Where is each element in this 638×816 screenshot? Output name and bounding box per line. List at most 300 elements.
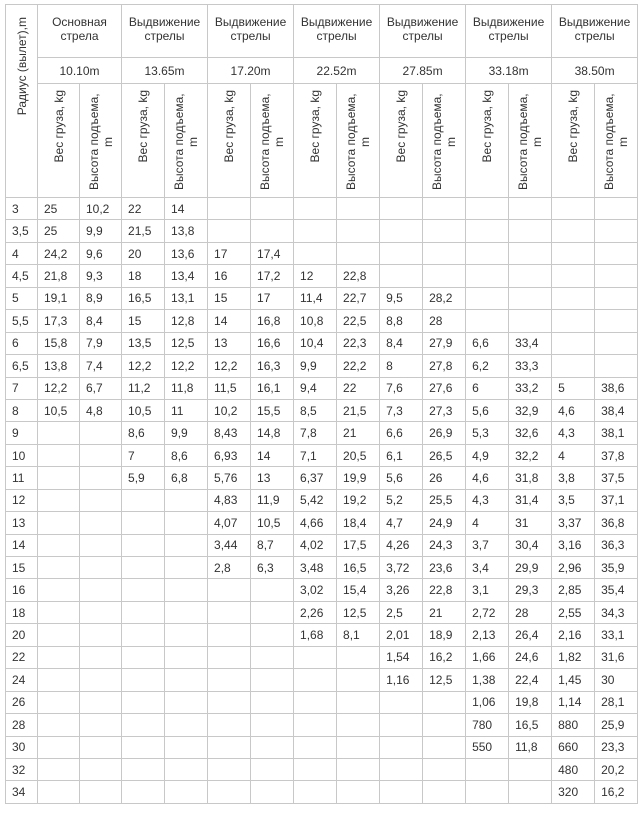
height-cell: 31,8 <box>509 467 552 489</box>
height-cell <box>423 736 466 758</box>
height-column-header <box>423 84 466 198</box>
height-cell: 32,9 <box>509 399 552 421</box>
weight-cell <box>38 646 80 668</box>
weight-cell: 6,2 <box>466 355 509 377</box>
weight-cell: 11,4 <box>294 287 337 309</box>
height-cell <box>423 714 466 736</box>
height-cell: 28 <box>509 601 552 623</box>
table-row <box>6 489 638 511</box>
height-cell: 20,5 <box>337 444 380 466</box>
height-cell: 22,5 <box>337 310 380 332</box>
weight-cell: 11,5 <box>208 377 251 399</box>
radius-cell: 4 <box>6 242 38 264</box>
table-row <box>6 287 638 309</box>
height-cell <box>251 220 294 242</box>
height-cell <box>423 220 466 242</box>
weight-cell <box>552 220 595 242</box>
weight-column-header <box>122 84 165 198</box>
height-cell: 33,2 <box>509 377 552 399</box>
height-cell: 24,3 <box>423 534 466 556</box>
height-column-header <box>251 84 294 198</box>
height-cell: 28,1 <box>595 691 638 713</box>
weight-cell: 12,2 <box>122 355 165 377</box>
weight-cell: 6 <box>466 377 509 399</box>
weight-cell: 7,8 <box>294 422 337 444</box>
height-column-label: Высота подъема, m <box>430 93 459 191</box>
radius-cell: 5,5 <box>6 310 38 332</box>
weight-cell <box>380 714 423 736</box>
weight-cell: 780 <box>466 714 509 736</box>
weight-column-header <box>208 84 251 198</box>
height-cell: 14 <box>251 444 294 466</box>
height-cell <box>595 220 638 242</box>
weight-cell <box>552 332 595 354</box>
weight-cell <box>122 534 165 556</box>
height-cell: 16,2 <box>423 646 466 668</box>
radius-cell: 4,5 <box>6 265 38 287</box>
weight-column-label: Вес груза, kg <box>566 90 581 163</box>
weight-cell: 660 <box>552 736 595 758</box>
height-cell: 9,3 <box>80 265 122 287</box>
weight-cell: 25 <box>38 220 80 242</box>
height-cell: 17,4 <box>251 242 294 264</box>
radius-cell: 11 <box>6 467 38 489</box>
radius-cell: 30 <box>6 736 38 758</box>
height-cell: 33,4 <box>509 332 552 354</box>
weight-cell: 21,8 <box>38 265 80 287</box>
boom-name-header: Выдвижение стрелы <box>122 5 208 58</box>
weight-cell <box>294 669 337 691</box>
height-cell: 33,1 <box>595 624 638 646</box>
height-cell <box>337 736 380 758</box>
height-cell: 24,9 <box>423 512 466 534</box>
height-cell: 9,6 <box>80 242 122 264</box>
weight-cell: 14 <box>208 310 251 332</box>
height-cell <box>251 669 294 691</box>
height-cell: 31,4 <box>509 489 552 511</box>
table-row <box>6 332 638 354</box>
height-cell: 26,4 <box>509 624 552 646</box>
weight-cell <box>122 646 165 668</box>
table-row <box>6 758 638 780</box>
height-cell: 25,5 <box>423 489 466 511</box>
height-cell: 30 <box>595 669 638 691</box>
height-cell: 17 <box>251 287 294 309</box>
weight-cell <box>466 220 509 242</box>
height-column-header <box>165 84 208 198</box>
height-cell: 32,2 <box>509 444 552 466</box>
height-cell <box>423 265 466 287</box>
boom-length-header: 17.20m <box>208 58 294 84</box>
weight-cell: 3,16 <box>552 534 595 556</box>
height-cell: 4,8 <box>80 399 122 421</box>
height-cell: 21 <box>337 422 380 444</box>
boom-name-header: Выдвижение стрелы <box>294 5 380 58</box>
height-cell: 28 <box>423 310 466 332</box>
height-cell: 18,9 <box>423 624 466 646</box>
weight-cell <box>122 624 165 646</box>
height-cell: 38,6 <box>595 377 638 399</box>
weight-cell: 18 <box>122 265 165 287</box>
radius-cell: 10 <box>6 444 38 466</box>
weight-cell: 10,2 <box>208 399 251 421</box>
height-cell: 19,8 <box>509 691 552 713</box>
weight-cell <box>38 467 80 489</box>
height-cell: 7,4 <box>80 355 122 377</box>
height-cell: 26,9 <box>423 422 466 444</box>
weight-cell: 1,45 <box>552 669 595 691</box>
weight-cell: 320 <box>552 781 595 803</box>
height-column-label: Высота подъема, m <box>344 93 373 191</box>
weight-cell <box>380 758 423 780</box>
height-cell: 11 <box>165 399 208 421</box>
height-cell: 14,8 <box>251 422 294 444</box>
weight-cell <box>294 220 337 242</box>
weight-cell <box>552 242 595 264</box>
height-cell <box>80 557 122 579</box>
weight-cell <box>466 198 509 220</box>
radius-cell: 22 <box>6 646 38 668</box>
weight-cell <box>122 489 165 511</box>
table-row <box>6 242 638 264</box>
weight-cell: 1,82 <box>552 646 595 668</box>
height-cell <box>423 198 466 220</box>
weight-column-label: Вес груза, kg <box>394 90 409 163</box>
height-cell <box>251 198 294 220</box>
height-cell: 12,8 <box>165 310 208 332</box>
weight-cell <box>294 736 337 758</box>
height-cell <box>165 691 208 713</box>
weight-cell: 4,66 <box>294 512 337 534</box>
radius-cell: 16 <box>6 579 38 601</box>
weight-cell <box>208 669 251 691</box>
weight-cell <box>122 601 165 623</box>
weight-cell: 1,66 <box>466 646 509 668</box>
height-cell <box>80 444 122 466</box>
weight-cell: 8,8 <box>380 310 423 332</box>
height-cell <box>509 758 552 780</box>
boom-length-header: 33.18m <box>466 58 552 84</box>
weight-cell <box>208 601 251 623</box>
weight-cell: 4,02 <box>294 534 337 556</box>
table-row <box>6 624 638 646</box>
height-cell <box>509 220 552 242</box>
height-cell <box>165 781 208 803</box>
weight-cell: 13,5 <box>122 332 165 354</box>
weight-cell: 6,6 <box>466 332 509 354</box>
weight-cell: 3,5 <box>552 489 595 511</box>
radius-cell: 32 <box>6 758 38 780</box>
height-cell <box>80 646 122 668</box>
weight-cell <box>208 624 251 646</box>
height-cell: 27,6 <box>423 377 466 399</box>
height-cell: 29,9 <box>509 557 552 579</box>
height-cell: 14 <box>165 198 208 220</box>
weight-cell <box>380 242 423 264</box>
height-cell <box>337 691 380 713</box>
weight-cell <box>380 736 423 758</box>
weight-cell <box>552 265 595 287</box>
height-cell: 17,2 <box>251 265 294 287</box>
height-cell <box>595 287 638 309</box>
height-cell: 12,5 <box>165 332 208 354</box>
height-cell: 36,3 <box>595 534 638 556</box>
radius-cell: 26 <box>6 691 38 713</box>
table-row <box>6 265 638 287</box>
weight-cell <box>380 265 423 287</box>
height-cell <box>80 534 122 556</box>
radius-cell: 8 <box>6 399 38 421</box>
weight-cell <box>38 781 80 803</box>
weight-cell: 13,8 <box>38 355 80 377</box>
height-column-header <box>80 84 122 198</box>
table-row <box>6 422 638 444</box>
height-cell <box>423 758 466 780</box>
height-cell <box>509 287 552 309</box>
table-row <box>6 399 638 421</box>
weight-cell: 5,3 <box>466 422 509 444</box>
height-cell <box>80 714 122 736</box>
radius-cell: 12 <box>6 489 38 511</box>
height-cell <box>337 714 380 736</box>
weight-cell <box>466 287 509 309</box>
height-cell: 19,9 <box>337 467 380 489</box>
height-cell: 21 <box>423 601 466 623</box>
height-cell: 12,2 <box>165 355 208 377</box>
weight-cell: 5,42 <box>294 489 337 511</box>
weight-cell <box>38 624 80 646</box>
height-cell: 6,3 <box>251 557 294 579</box>
radius-cell: 15 <box>6 557 38 579</box>
weight-cell <box>122 781 165 803</box>
weight-cell: 9,9 <box>294 355 337 377</box>
height-cell <box>423 242 466 264</box>
height-cell: 16,1 <box>251 377 294 399</box>
table-row <box>6 579 638 601</box>
weight-cell: 4,07 <box>208 512 251 534</box>
weight-cell: 17 <box>208 242 251 264</box>
height-cell: 22,8 <box>337 265 380 287</box>
height-cell: 8,1 <box>337 624 380 646</box>
weight-cell <box>122 669 165 691</box>
height-cell <box>165 669 208 691</box>
weight-cell: 1,68 <box>294 624 337 646</box>
radius-cell: 13 <box>6 512 38 534</box>
height-cell: 31,6 <box>595 646 638 668</box>
height-cell: 22 <box>337 377 380 399</box>
height-column-label: Высота подъема, m <box>602 93 631 191</box>
table-row <box>6 646 638 668</box>
height-cell: 31 <box>509 512 552 534</box>
weight-cell: 7,6 <box>380 377 423 399</box>
table-row <box>6 669 638 691</box>
weight-cell <box>294 198 337 220</box>
weight-cell: 1,06 <box>466 691 509 713</box>
boom-length-header: 13.65m <box>122 58 208 84</box>
table-row <box>6 512 638 534</box>
weight-cell <box>208 198 251 220</box>
weight-cell <box>294 646 337 668</box>
height-cell: 13 <box>251 467 294 489</box>
radius-cell: 6,5 <box>6 355 38 377</box>
height-cell <box>595 198 638 220</box>
weight-cell: 15 <box>208 287 251 309</box>
weight-cell <box>122 579 165 601</box>
weight-cell: 9,4 <box>294 377 337 399</box>
weight-cell: 1,14 <box>552 691 595 713</box>
height-cell: 35,9 <box>595 557 638 579</box>
height-cell: 26,5 <box>423 444 466 466</box>
weight-cell: 10,4 <box>294 332 337 354</box>
height-cell <box>80 624 122 646</box>
boom-name-header: Выдвижение стрелы <box>208 5 294 58</box>
height-cell <box>165 557 208 579</box>
weight-cell: 3,1 <box>466 579 509 601</box>
weight-cell <box>38 714 80 736</box>
weight-cell <box>122 512 165 534</box>
table-header <box>6 5 638 198</box>
table-row <box>6 198 638 220</box>
height-cell: 13,1 <box>165 287 208 309</box>
weight-cell: 12 <box>294 265 337 287</box>
weight-cell: 4 <box>466 512 509 534</box>
weight-cell <box>38 422 80 444</box>
weight-cell: 16 <box>208 265 251 287</box>
weight-cell <box>466 265 509 287</box>
table-row <box>6 534 638 556</box>
weight-cell <box>38 557 80 579</box>
height-cell: 22,3 <box>337 332 380 354</box>
height-cell: 25,9 <box>595 714 638 736</box>
weight-cell <box>294 714 337 736</box>
height-cell <box>165 579 208 601</box>
height-column-header <box>509 84 552 198</box>
weight-cell <box>38 669 80 691</box>
height-cell: 22,2 <box>337 355 380 377</box>
weight-cell: 8,6 <box>122 422 165 444</box>
weight-cell: 1,54 <box>380 646 423 668</box>
weight-cell: 2,85 <box>552 579 595 601</box>
weight-cell <box>38 444 80 466</box>
radius-cell: 5 <box>6 287 38 309</box>
radius-cell: 18 <box>6 601 38 623</box>
height-cell <box>509 198 552 220</box>
height-cell: 12,5 <box>337 601 380 623</box>
weight-cell: 5,9 <box>122 467 165 489</box>
weight-cell: 3,02 <box>294 579 337 601</box>
weight-cell <box>122 736 165 758</box>
height-cell <box>165 601 208 623</box>
radius-cell: 6 <box>6 332 38 354</box>
height-cell: 16,6 <box>251 332 294 354</box>
radius-cell: 24 <box>6 669 38 691</box>
height-column-label: Высота подъема, m <box>258 93 287 191</box>
weight-cell: 21,5 <box>122 220 165 242</box>
radius-cell: 7 <box>6 377 38 399</box>
height-cell <box>251 579 294 601</box>
height-cell: 20,2 <box>595 758 638 780</box>
height-cell: 23,6 <box>423 557 466 579</box>
weight-cell: 10,5 <box>38 399 80 421</box>
table-row <box>6 557 638 579</box>
weight-cell <box>208 781 251 803</box>
height-cell <box>337 220 380 242</box>
weight-cell: 3,44 <box>208 534 251 556</box>
weight-column-header <box>294 84 337 198</box>
weight-cell: 2,8 <box>208 557 251 579</box>
height-cell <box>165 534 208 556</box>
height-cell <box>423 781 466 803</box>
weight-cell: 8,5 <box>294 399 337 421</box>
weight-cell: 3,7 <box>466 534 509 556</box>
weight-cell: 4,6 <box>552 399 595 421</box>
height-cell: 12,5 <box>423 669 466 691</box>
height-cell: 16,5 <box>337 557 380 579</box>
weight-cell: 4,26 <box>380 534 423 556</box>
height-cell: 37,5 <box>595 467 638 489</box>
weight-cell: 5,2 <box>380 489 423 511</box>
height-cell <box>595 355 638 377</box>
weight-cell <box>294 691 337 713</box>
height-cell <box>80 422 122 444</box>
table-row <box>6 355 638 377</box>
height-cell: 36,8 <box>595 512 638 534</box>
load-chart-table <box>5 4 638 804</box>
weight-cell: 5,76 <box>208 467 251 489</box>
weight-cell <box>294 758 337 780</box>
weight-cell: 11,2 <box>122 377 165 399</box>
height-cell <box>165 714 208 736</box>
weight-cell: 5,6 <box>466 399 509 421</box>
weight-cell: 8,4 <box>380 332 423 354</box>
weight-cell <box>466 781 509 803</box>
weight-cell: 3,4 <box>466 557 509 579</box>
boom-length-header: 10.10m <box>38 58 122 84</box>
boom-name-header: Выдвижение стрелы <box>466 5 552 58</box>
height-cell: 34,3 <box>595 601 638 623</box>
height-cell: 27,9 <box>423 332 466 354</box>
weight-column-label: Вес груза, kg <box>480 90 495 163</box>
height-cell <box>509 265 552 287</box>
table-row <box>6 444 638 466</box>
boom-name-header: Выдвижение стрелы <box>552 5 638 58</box>
radius-cell: 14 <box>6 534 38 556</box>
weight-cell: 6,93 <box>208 444 251 466</box>
height-column-label: Высота подъема, m <box>86 93 115 191</box>
height-cell <box>337 198 380 220</box>
weight-cell: 3,72 <box>380 557 423 579</box>
height-cell: 13,8 <box>165 220 208 242</box>
radius-cell: 34 <box>6 781 38 803</box>
height-cell <box>80 736 122 758</box>
height-cell <box>509 781 552 803</box>
weight-cell <box>466 242 509 264</box>
weight-cell: 4,9 <box>466 444 509 466</box>
weight-cell: 19,1 <box>38 287 80 309</box>
weight-cell: 16,5 <box>122 287 165 309</box>
weight-cell <box>38 512 80 534</box>
weight-cell: 4 <box>552 444 595 466</box>
height-column-header <box>595 84 638 198</box>
weight-cell <box>466 758 509 780</box>
height-cell: 22,4 <box>509 669 552 691</box>
weight-column-label: Вес груза, kg <box>222 90 237 163</box>
weight-cell: 6,1 <box>380 444 423 466</box>
weight-cell <box>380 220 423 242</box>
height-cell <box>80 467 122 489</box>
weight-cell <box>38 736 80 758</box>
height-cell: 16,3 <box>251 355 294 377</box>
